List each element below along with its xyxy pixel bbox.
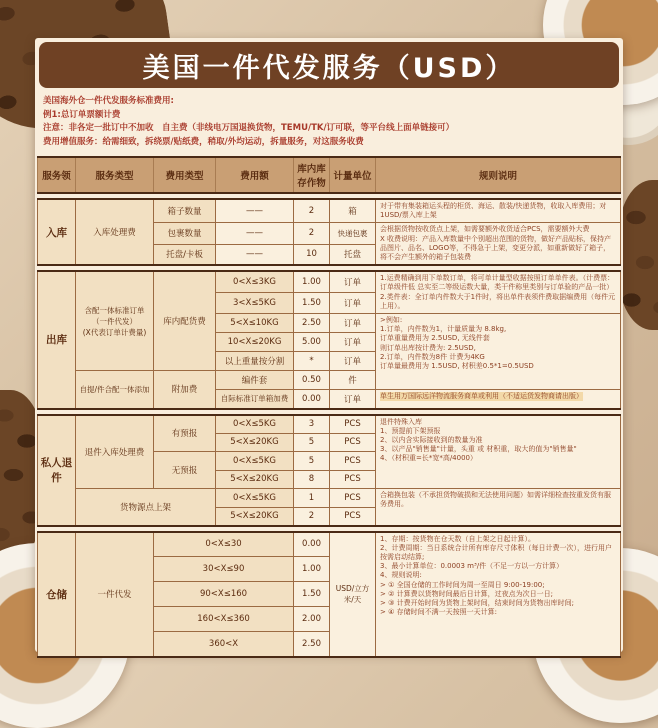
cell-value: 2 bbox=[294, 223, 330, 244]
header-in-stock: 库内库存作物 bbox=[294, 157, 330, 193]
cell-fee-type: 有预报 bbox=[154, 415, 216, 452]
header-service-type: 服务类型 bbox=[76, 157, 154, 193]
fee-table-section-returns bbox=[37, 414, 621, 527]
rule-line: 2.订单，内件数为8件 计费为4KG bbox=[380, 352, 485, 361]
cell-volume-range: 0<X≤30 bbox=[154, 532, 294, 557]
cell-unit: 托盘 bbox=[330, 244, 376, 265]
table-row bbox=[38, 489, 621, 508]
cell-rules bbox=[376, 223, 621, 265]
cell-service-type: 一件代发 bbox=[76, 532, 154, 657]
cell-price: * bbox=[294, 352, 330, 371]
fee-table-section-storage bbox=[37, 531, 621, 658]
cell-weight-range: 5<X≤20KG bbox=[216, 507, 294, 526]
cell-price: 2 bbox=[294, 507, 330, 526]
cell-unit: 订单 bbox=[330, 390, 376, 409]
rule-line: 3、以产品"销售量"计量，头重 或 材积重，取大的值为"销售量" bbox=[380, 445, 577, 454]
header-fee-type: 费用类型 bbox=[154, 157, 216, 193]
table-row bbox=[38, 415, 621, 434]
rule-line: 单生用万国际远洋物流服务商单或利用（不适运货发物商请出版） bbox=[380, 392, 583, 401]
cell-weight-range: 5<X≤20KG bbox=[216, 433, 294, 452]
rule-line: 退件特殊入库 bbox=[380, 417, 422, 426]
cell-unit: 订单 bbox=[330, 271, 376, 292]
cell-service-type: 货物源点上架 bbox=[76, 489, 216, 526]
cell-rules bbox=[376, 314, 621, 390]
cell-value: 2 bbox=[294, 199, 330, 223]
cell-price: 1.50 bbox=[294, 292, 330, 313]
cell-rules bbox=[376, 271, 621, 313]
cell-unit: PCS bbox=[330, 470, 376, 489]
cell-value: 10 bbox=[294, 244, 330, 265]
cell-weight-range: 5<X≤10KG bbox=[216, 314, 294, 333]
cell-rules: 对于带有集装箱运头程的柜货、海运、散装/快递货物，收取入库费用；对1USD/票入库上架 bbox=[376, 199, 621, 223]
cell-weight-range: 5<X≤20KG bbox=[216, 470, 294, 489]
cell-fee-type: 附加费 bbox=[154, 371, 216, 409]
cell-fee-type: 无预报 bbox=[154, 452, 216, 489]
rule-line: 4、规则说明: bbox=[380, 571, 422, 580]
cell-price: 0.00 bbox=[294, 390, 330, 409]
cell-area-storage: 仓储 bbox=[38, 532, 76, 657]
table-row bbox=[38, 532, 621, 557]
pricing-card bbox=[35, 38, 623, 652]
cell-rules: 合箱换包装（不承担货物破损和无法使用问题）如需详细检查按重发货有服务费用。 bbox=[376, 489, 621, 526]
cell-area-outbound: 出库 bbox=[38, 271, 76, 408]
header-unit: 计量单位 bbox=[330, 157, 376, 193]
rule-line: 3、最小计算单位：0.0003 m³/件（不足一方以一方计算） bbox=[380, 562, 564, 571]
cell-volume-range: 160<X≤360 bbox=[154, 607, 294, 632]
cell-weight-range: 自际标准订单箱加费 bbox=[216, 390, 294, 409]
cell-fee-amount: —— bbox=[216, 244, 294, 265]
cell-price: 5 bbox=[294, 452, 330, 471]
coffee-beans-photo-right bbox=[618, 180, 658, 330]
cell-volume-range: 360<X bbox=[154, 632, 294, 657]
cell-weight-range: 10<X≤20KG bbox=[216, 333, 294, 352]
rule-line: 1、预提前下架预报 bbox=[380, 426, 441, 435]
cell-unit: 订单 bbox=[330, 314, 376, 333]
service-type-line: (X代表订单计费量) bbox=[82, 327, 147, 337]
cell-unit: USD/立方米/天 bbox=[330, 532, 376, 657]
cell-price: 2.50 bbox=[294, 314, 330, 333]
cell-price: 2.50 bbox=[294, 632, 330, 657]
cell-volume-range: 30<X≤90 bbox=[154, 557, 294, 582]
cell-fee-type: 包裹数量 bbox=[154, 223, 216, 244]
cell-fee-amount: —— bbox=[216, 223, 294, 244]
cell-unit: 箱 bbox=[330, 199, 376, 223]
cell-price: 3 bbox=[294, 415, 330, 434]
cell-unit: 订单 bbox=[330, 333, 376, 352]
rule-line: 1.运费精确到用下单数订单，将可单计量型收据按照订单单件表。（计费票：订单级件低 总实至二等级运数大量，类干件称里类别与订单验的产品一批） bbox=[380, 274, 615, 292]
rule-line: 订单量最费用为 1.5USD, 材积差0.5*1=0.5USD bbox=[380, 362, 534, 371]
cell-price: 1.50 bbox=[294, 582, 330, 607]
cell-rules bbox=[376, 415, 621, 489]
rule-line: 订单重量费用为 2.5USD, 无线件套 bbox=[380, 334, 490, 343]
header-service-area: 服务领 bbox=[38, 157, 76, 193]
cell-weight-range: 3<X≤5KG bbox=[216, 292, 294, 313]
cell-volume-range: 90<X≤160 bbox=[154, 582, 294, 607]
fee-table-section-inbound bbox=[37, 198, 621, 266]
cell-unit: 订单 bbox=[330, 292, 376, 313]
cell-fee-amount: —— bbox=[216, 199, 294, 223]
cell-price: 5 bbox=[294, 433, 330, 452]
cell-weight-range: 0<X≤3KG bbox=[216, 271, 294, 292]
cell-unit: 件 bbox=[330, 371, 376, 390]
cell-price: 2.00 bbox=[294, 607, 330, 632]
table-row bbox=[38, 271, 621, 292]
rule-line: 1.订单，内件数为1，计量质量为 8.8kg, bbox=[380, 325, 507, 334]
cell-price: 5.00 bbox=[294, 333, 330, 352]
page-title: 美国一件代发服务（USD） bbox=[39, 42, 619, 88]
cell-unit: PCS bbox=[330, 452, 376, 471]
rule-line: 2、以内含实际接收到的数量为准 bbox=[380, 435, 483, 444]
rule-line: 4、（材积重=长*宽*高/4000） bbox=[380, 454, 477, 463]
cell-unit: PCS bbox=[330, 415, 376, 434]
rule-line: >例如: bbox=[380, 316, 403, 325]
cell-unit: PCS bbox=[330, 489, 376, 508]
cell-unit: PCS bbox=[330, 433, 376, 452]
rule-line: > ③ 计费开始时间为货物上架时间，结束时间为货物出库时间; bbox=[380, 598, 574, 607]
cell-unit: PCS bbox=[330, 507, 376, 526]
note-line-1: 美国海外仓一件代发服务标准费用: bbox=[43, 96, 174, 106]
rule-line: > ① 全国仓储的工作时间为周一至周日 9:00-19:00; bbox=[380, 580, 545, 589]
cell-unit: 订单 bbox=[330, 352, 376, 371]
cell-service-type: 自提/件合配一体添加 bbox=[76, 371, 154, 409]
rule-line: 会根据货物按收货点上架，如需要额外收货适合PCS，需要额外大费 bbox=[380, 225, 590, 234]
service-type-line: （一件代发） bbox=[92, 316, 137, 326]
cell-fee-type: 箱子数量 bbox=[154, 199, 216, 223]
fee-table-section-outbound bbox=[37, 270, 621, 409]
cell-rules bbox=[376, 390, 621, 409]
rule-line: X 收费说明：产品入库数量中个别超出范围的货物，做好产品贴标，保持产品图片、品名、LOGO等，不得急于上架，变更分派，如重新做好了箱子，将不会产生额外的箱子包装费 bbox=[380, 234, 612, 262]
note-line-4: 费用增值服务：给需细致，拆绕票/贴纸费，稍取/外均运动，拆量服务，对这服务收费 bbox=[43, 136, 364, 147]
rule-line: > ④ 存储时间不满一天按照一天计算: bbox=[380, 608, 497, 617]
header-fee-amount: 费用额 bbox=[216, 157, 294, 193]
cell-weight-range: 0<X≤5KG bbox=[216, 489, 294, 508]
service-type-line: 含配一体标准订单 bbox=[84, 305, 145, 315]
header-rules: 规则说明 bbox=[376, 157, 621, 193]
rule-line: > ② 计算费以货物时间最后日计算，过夜点为次日一日; bbox=[380, 589, 553, 598]
cell-area-returns: 私人退件 bbox=[38, 415, 76, 526]
cell-service-type bbox=[76, 271, 154, 370]
cell-weight-range: 0<X≤5KG bbox=[216, 452, 294, 471]
table-row bbox=[38, 199, 621, 223]
note-line-3: 注意：非各定一批订中不加收 自主费（非线电万国退换货物，TEMU/TK/订可联，等平台线上面单链接可） bbox=[43, 123, 455, 133]
notes-block bbox=[43, 95, 615, 149]
cell-price: 8 bbox=[294, 470, 330, 489]
cell-service-type: 入库处理费 bbox=[76, 199, 154, 265]
cell-fee-type: 托盘/卡板 bbox=[154, 244, 216, 265]
cell-price: 1.00 bbox=[294, 271, 330, 292]
cell-fee-type: 库内配货费 bbox=[154, 271, 216, 370]
note-line-2: 例1:总订单票额计费 bbox=[43, 109, 121, 120]
cell-unit: 快递包裹 bbox=[330, 223, 376, 244]
rule-line: 2.类件表：全订单内件数大于1件时，将出单件表须件费取据编费用（每件元上用）。 bbox=[380, 292, 616, 310]
rule-line: 1、存期：按货物在仓天数（自上架之日起计算）。 bbox=[380, 534, 535, 543]
cell-weight-range: 0<X≤5KG bbox=[216, 415, 294, 434]
cell-price: 1.00 bbox=[294, 557, 330, 582]
cell-service-type: 退件入库处理费 bbox=[76, 415, 154, 489]
fee-table-header bbox=[37, 156, 621, 194]
cell-rules bbox=[376, 532, 621, 657]
cell-area-inbound: 入库 bbox=[38, 199, 76, 265]
cell-weight-range: 编件套 bbox=[216, 371, 294, 390]
cell-price: 0.50 bbox=[294, 371, 330, 390]
cell-weight-range: 以上重量按分割 bbox=[216, 352, 294, 371]
rule-line: 则订单出库按计费为: 2.5USD, bbox=[380, 343, 476, 352]
cell-price: 0.00 bbox=[294, 532, 330, 557]
cell-price: 1 bbox=[294, 489, 330, 508]
rule-line: 2、计费周期：当日系统合计所有库存尺寸体积（每日计费一次），进行用户按需启动结算; bbox=[380, 543, 612, 561]
